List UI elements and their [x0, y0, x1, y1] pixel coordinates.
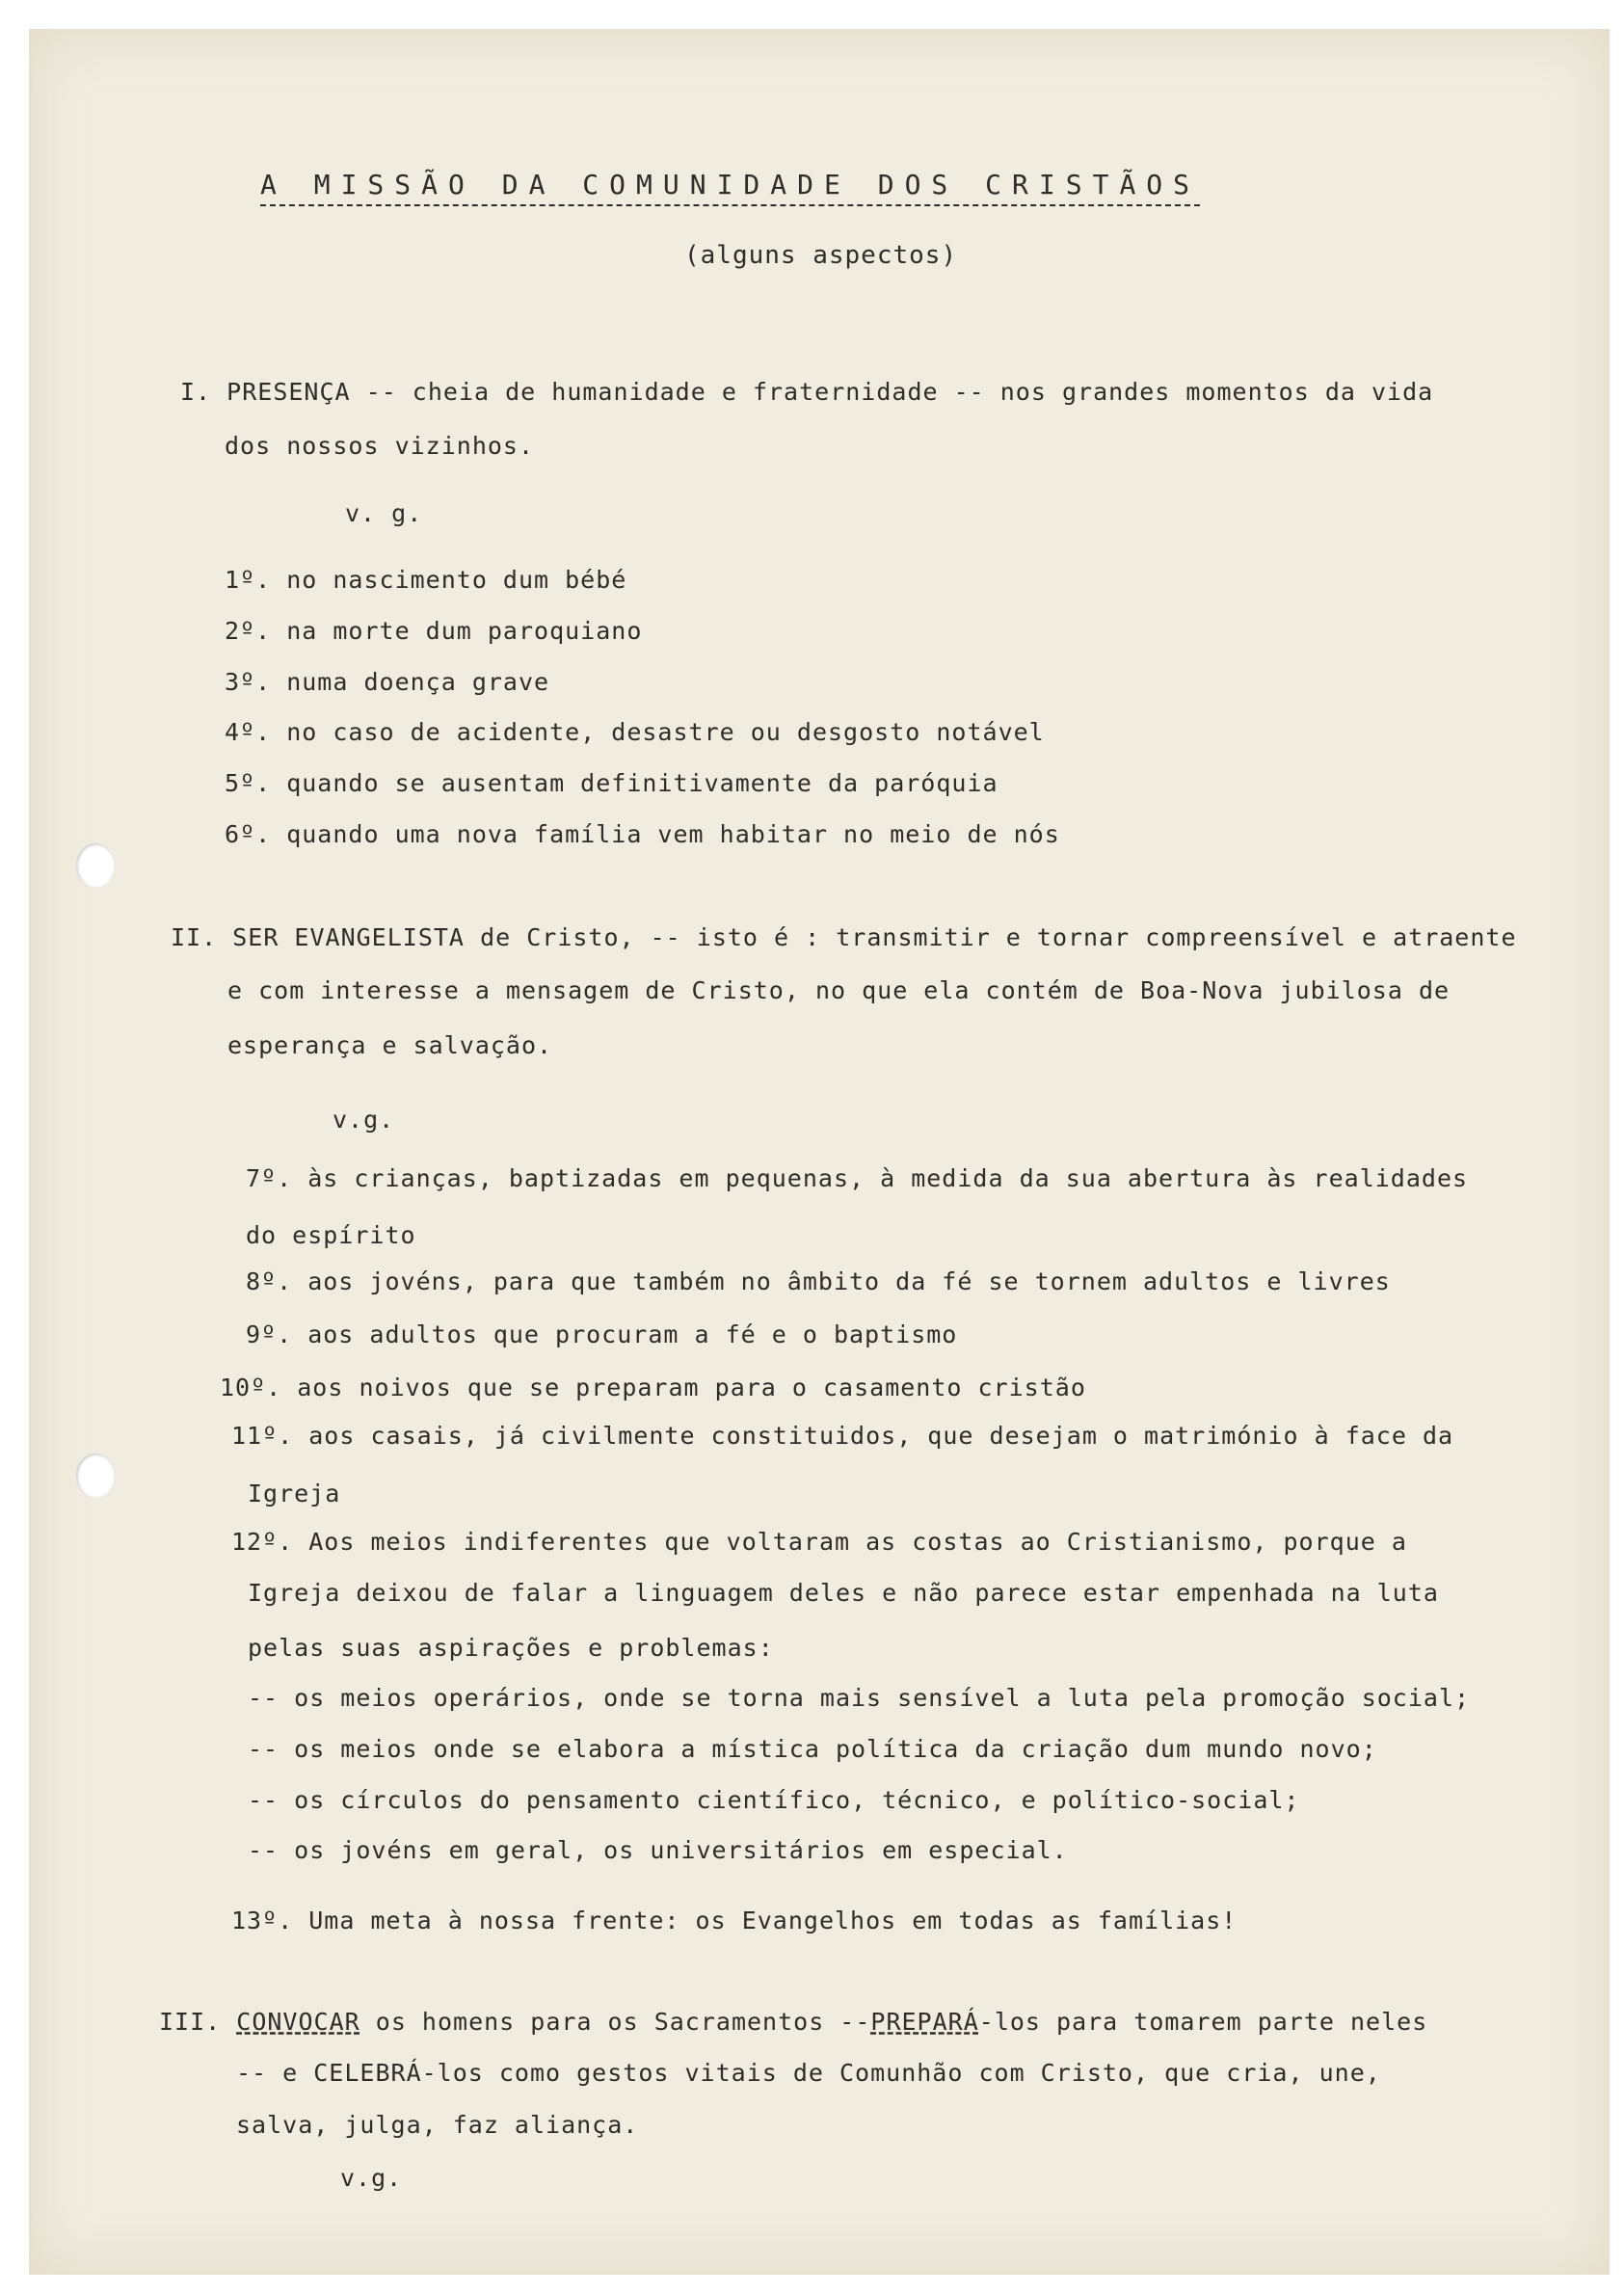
list-item: 7º. às crianças, baptizadas em pequenas, à medida da sua abertura às realidades: [246, 1164, 1469, 1192]
section-1-vg: v. g.: [345, 499, 423, 527]
section-3-prepara: PREPARÁ: [870, 2008, 979, 2036]
list-item: 3º. numa doença grave: [225, 668, 550, 696]
document-page: [29, 29, 1610, 2275]
list-item: 5º. quando se ausentam definitivamente da paróquia: [225, 769, 998, 797]
list-item: 11º. aos casais, já civilmente constituidos, que desejam o matrimónio à face da: [231, 1422, 1454, 1450]
list-item: -- os meios operários, onde se torna mais sensível a luta pela promoção social;: [248, 1684, 1471, 1712]
list-item: 4º. no caso de acidente, desastre ou desgosto notável: [225, 718, 1045, 746]
list-item: -- os círculos do pensamento científico, técnico, e político-social;: [248, 1786, 1300, 1814]
section-2-vg: v.g.: [333, 1106, 395, 1134]
list-item: 6º. quando uma nova família vem habitar no meio de nós: [225, 820, 1060, 848]
list-item: Igreja: [248, 1480, 341, 1507]
list-item: 2º. na morte dum paroquiano: [225, 617, 643, 645]
document-title: A MISSÃO DA COMUNIDADE DOS CRISTÃOS: [260, 169, 1200, 206]
section-1-numeral: I.: [180, 378, 212, 406]
list-item: -- os jovéns em geral, os universitários em especial.: [248, 1836, 1068, 1864]
section-1-heading: PRESENÇA: [226, 378, 351, 406]
section-2-numeral: II.: [171, 923, 218, 951]
section-1-text: -- cheia de humanidade e fraternidade -- nos grandes momentos da vida: [365, 378, 1434, 406]
section-2-line-3: esperança e salvação.: [227, 1031, 553, 1059]
section-1-line-1: [180, 378, 1433, 406]
list-item: 9º. aos adultos que procuram a fé e o baptismo: [246, 1320, 958, 1348]
section-3-line-3: salva, julga, faz aliança.: [236, 2111, 639, 2139]
list-item: do espírito: [246, 1221, 416, 1249]
list-item: 8º. aos jovéns, para que também no âmbito da fé se tornem adultos e livres: [246, 1267, 1391, 1295]
list-item: Igreja deixou de falar a linguagem deles e não parece estar empenhada na luta: [248, 1579, 1439, 1607]
section-2-text: de Cristo, -- isto é : transmitir e tornar compreensível e atraente: [480, 923, 1517, 951]
section-3-text-c: -los para tomarem parte neles: [978, 2008, 1428, 2036]
section-3-text-a: os homens para os Sacramentos --: [375, 2008, 871, 2036]
section-2-line-2: e com interesse a mensagem de Cristo, no que ela contém de Boa-Nova jubilosa de: [227, 976, 1451, 1004]
document-subtitle: (alguns aspectos): [684, 241, 958, 270]
list-item: 12º. Aos meios indiferentes que voltaram as costas ao Cristianismo, porque a: [231, 1528, 1407, 1556]
section-3-heading: CONVOCAR: [236, 2008, 360, 2036]
section-2-heading: SER EVANGELISTA: [232, 923, 465, 951]
punch-hole: [76, 843, 115, 888]
section-3-vg: v.g.: [340, 2164, 403, 2192]
list-item: 13º. Uma meta à nossa frente: os Evangelhos em todas as famílias!: [231, 1907, 1238, 1934]
section-3-numeral: III.: [159, 2008, 222, 2036]
list-item: 1º. no nascimento dum bébé: [225, 566, 627, 594]
list-item: pelas suas aspirações e problemas:: [248, 1634, 774, 1662]
section-3-line-1: [159, 2008, 1427, 2036]
section-3-line-2: -- e CELEBRÁ-los como gestos vitais de Comunhão com Cristo, que cria, une,: [236, 2059, 1381, 2087]
punch-hole: [76, 1454, 115, 1498]
section-2-line-1: [171, 923, 1517, 951]
list-item: -- os meios onde se elabora a mística política da criação dum mundo novo;: [248, 1735, 1377, 1763]
list-item: 10º. aos noivos que se preparam para o casamento cristão: [220, 1374, 1086, 1401]
section-1-line-2: dos nossos vizinhos.: [225, 432, 535, 460]
